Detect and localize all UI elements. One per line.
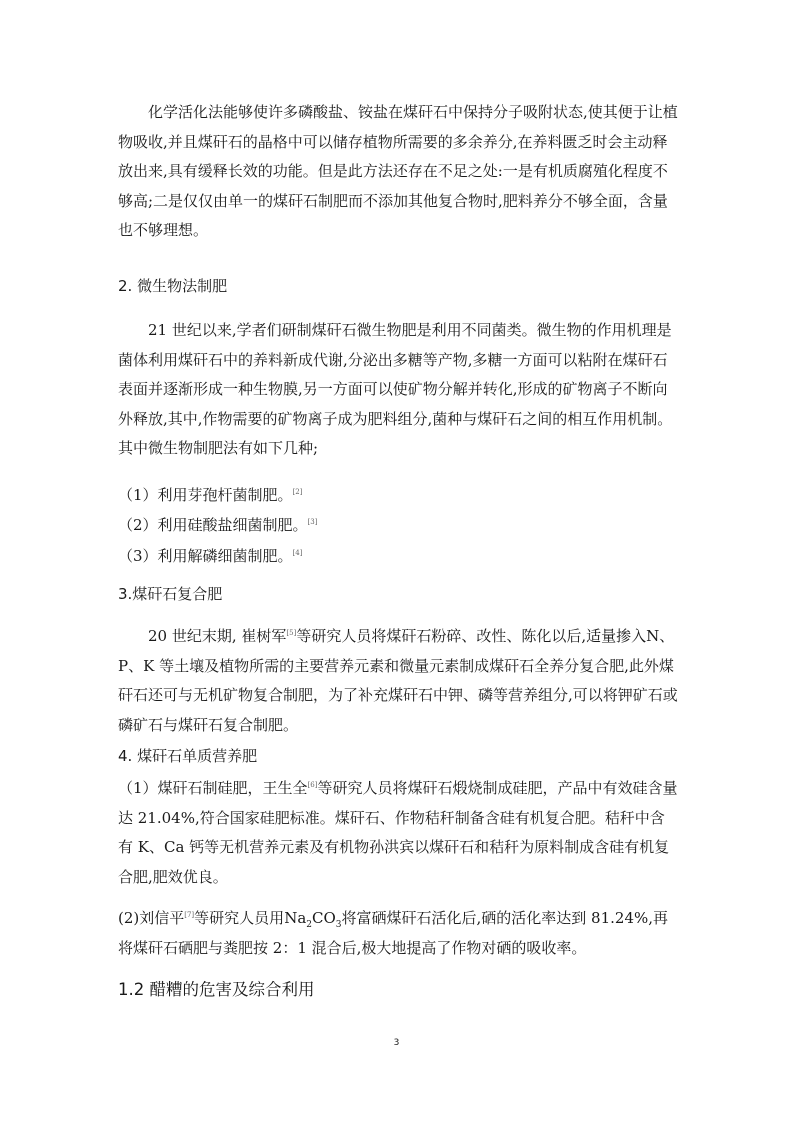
page-number: 3 [393,1038,400,1048]
citation-ref: [2] [292,488,303,496]
list-item [118,484,302,505]
list-item-text: （2）利用硅酸盐细菌制肥。 [118,516,308,534]
text-segment: (2)刘信平 [118,909,185,927]
heading-microbial-method: 2. 微生物法制肥 [118,277,228,295]
text-segment: （1）煤矸石制硅肥，王生全 [118,779,308,797]
formula-part: CO [312,909,336,927]
paragraph-selenium-fertilizer [118,904,678,963]
text-segment: 等研究人员用 [194,909,285,927]
formula-subscript: 2 [306,920,312,930]
citation-ref: [4] [292,549,303,557]
heading-compound-fertilizer: 3.煤矸石复合肥 [118,585,223,603]
heading-single-nutrient: 4. 煤矸石单质营养肥 [118,747,258,765]
chemical-formula [284,909,342,930]
citation-ref: [5] [286,629,297,637]
text-segment: 20 世纪末期, 崔树军 [148,627,287,645]
citation-ref: [3] [307,518,318,526]
formula-part: Na [284,909,307,927]
list-item [118,514,317,535]
citation-ref: [6] [307,781,318,789]
text-segment: 将富硒煤矸石活化后,硒的活化率达到 81.24%,再将煤矸石硒肥与粪肥按 2：1 混合后,极大地提高了作物对硒的吸收率。 [118,909,669,957]
text-segment: 等研究人员将煤矸石煅烧制成硅肥，产品中有效硅含量达 21.04%,符合国家硅肥标准。煤矸石、作物秸秆制备含硅有机复合肥。秸秆中含有 K、Ca 钙等无机营养元素及有机物孙洪宾以煤矸石和秸秆为原料制成含硅有机复合肥,肥效优良。 [118,779,678,886]
paragraph-compound-fertilizer [118,622,678,740]
section-heading: 1.2 醋糟的危害及综合利用 [118,980,315,999]
paragraph-silicon-fertilizer [118,774,678,892]
list-item [118,545,302,566]
text-segment: 等研究人员将煤矸石粉碎、改性、陈化以后,适量掺入N、P、K 等土壤及植物所需的主要营养元素和微量元素制成煤矸石全养分复合肥,此外煤矸石还可与无机矿物复合制肥，为了补充煤矸石中钾、磷等营养组分,可以将钾矿石或磷矿石与煤矸石复合制肥。 [118,627,678,734]
formula-subscript: 3 [335,920,342,930]
list-item-text: （1）利用芽孢杆菌制肥。 [118,486,293,504]
paragraph-chemical-activation: 化学活化法能够使许多磷酸盐、铵盐在煤矸石中保持分子吸附状态,使其便于让植物吸收,并且煤矸石的晶格中可以储存植物所需要的多余养分,在养料匮乏时会主动释放出来,具有缓释长效的功能。但是此方法还存在不足之处:一是有机质腐殖化程度不够高;二是仅仅由单一的煤矸石制肥而不添加其他复合物时,肥料养分不够全面，含量也不够理想。 [118,103,678,239]
list-item-text: （3）利用解磷细菌制肥。 [118,547,293,565]
paragraph-microbial-fertilizer: 21 世纪以来,学者们研制煤矸石微生物肥是利用不同菌类。微生物的作用机理是菌体利用煤矸石中的养料新成代谢,分泌出多糖等产物,多糖一方面可以粘附在煤矸石表面并逐渐形成一种生物膜,另一方面可以使矿物分解并转化,形成的矿物离子不断向外释放,其中,作物需要的矿物离子成为肥料组分,菌种与煤矸石之间的相互作用机制。其中微生物制肥法有如下几种; [118,321,673,457]
citation-ref: [7] [184,911,195,919]
